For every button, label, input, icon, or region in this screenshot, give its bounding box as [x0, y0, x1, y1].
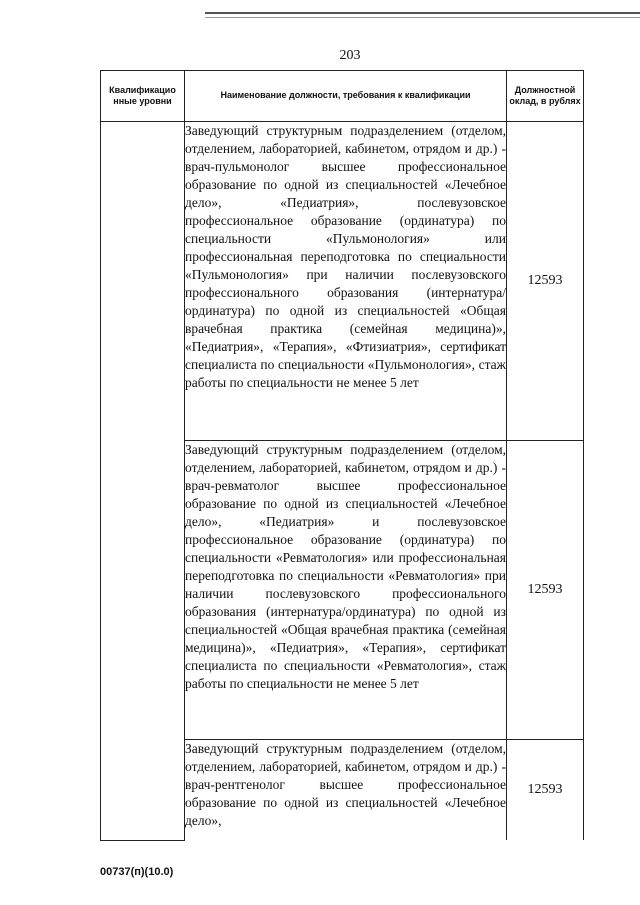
- description-cell: Заведующий структурным подразделением (отделом, отделением, лабораторией, кабинетом, отрядом и др.) - врач-ревматолог высшее профессиональное образование по одной из специальностей «Лечебное дело», «Педиатрия» и послевузовское профессиональное образование (ординатура) по специальности «Ревматология» или профессиональная переподготовка по специальности «Ревматология» при наличии послевузовского профессионального образования (интернатура/ординатура) по одной из специальностей «Общая врачебная практика (семейная медицина)», «Педиатрия», «Терапия», сертификат специалиста по специальности «Ревматология», стаж работы по специальности не менее 5 лет: [185, 441, 507, 740]
- description-cell: Заведующий структурным подразделением (отделом, отделением, лабораторией, кабинетом, отрядом и др.) - врач-пульмонолог высшее профессиональное образование по одной из специальностей «Лечебное дело», «Педиатрия», послевузовское профессиональное образование (ординатура) по специальности «Пульмонология» или профессиональная переподготовка по специальности «Пульмонология» при наличии послевузовского профессионального образования (интернатура/ординатура) по одной из специальностей «Общая врачебная практика (семейная медицина)», «Педиатрия», «Терапия», «Фтизиатрия», сертификат специалиста по специальности «Пульмонология», стаж работы по специальности не менее 5 лет: [185, 122, 507, 441]
- level-cell: [101, 122, 185, 841]
- table-header-row: [101, 71, 584, 122]
- page-number: 203: [339, 48, 361, 63]
- salary-cell: 12593: [507, 740, 584, 841]
- document-code: 00737(п)(10.0): [100, 866, 174, 878]
- qualification-table: [100, 70, 584, 841]
- header-level: Квалификацио нные уровни: [101, 71, 185, 122]
- top-rule-thin: [205, 17, 640, 18]
- header-salary: Должностной оклад, в рублях: [507, 71, 584, 122]
- description-cell: Заведующий структурным подразделением (отделом, отделением, лабораторией, кабинетом, отрядом и др.) - врач-рентгенолог высшее профессиональное образование по одной из специальностей «Лечебное дело»,: [185, 740, 507, 841]
- top-rule: [205, 12, 640, 14]
- salary-cell: 12593: [507, 441, 584, 740]
- table-row: [101, 122, 584, 441]
- salary-cell: 12593: [507, 122, 584, 441]
- header-title: Наименование должности, требования к квалификации: [185, 71, 507, 122]
